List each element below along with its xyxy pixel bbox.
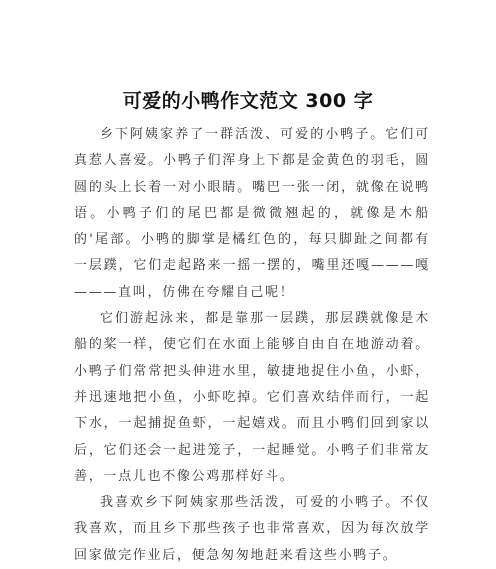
paragraph-2: 它们游起泳来，都是靠那一层蹼，那层蹼就像是木船的桨一样，使它们在水面上能够自由自在地游动着。小鸭子们常常把头伸进水里，敏捷地捉住小鱼，小虾，并迅速地把小鱼，小虾吃掉。它们喜欢结伴而行，一起下水，一起捕捉鱼虾，一起嬉戏。而且小鸭们回到家以后，它们还会一起进笼子，一起睡觉。小鸭子们非常友善，一点儿也不像公鸡那样好斗。 [74, 311, 430, 484]
paragraph-1: 乡下阿姨家养了一群活泼、可爱的小鸭子。它们可真惹人喜爱。小鸭子们浑身上下都是金黄色的羽毛，圆圆的头上长着一对小眼睛。嘴巴一张一闭，就像在说鸭语。小鸭子们的尾巴都是微微翘起的，就像是木船的'尾部。小鸭的脚掌是橘红色的，每只脚趾之间都有一层蹼，它们走起路来一摇一摆的，嘴里还嘎———嘎———直叫，仿佛在夸耀自己呢！ [74, 127, 430, 300]
paragraph-3: 我喜欢乡下阿姨家那些活泼，可爱的小鸭子。不仅我喜欢，而且乡下那些孩子也非常喜欢，因为每次放学回家做完作业后，便急匆匆地赶来看这些小鸭子。 [74, 495, 430, 563]
document-title: 可爱的小鸭作文范文 300 字 [122, 90, 374, 112]
document-body [74, 122, 430, 569]
